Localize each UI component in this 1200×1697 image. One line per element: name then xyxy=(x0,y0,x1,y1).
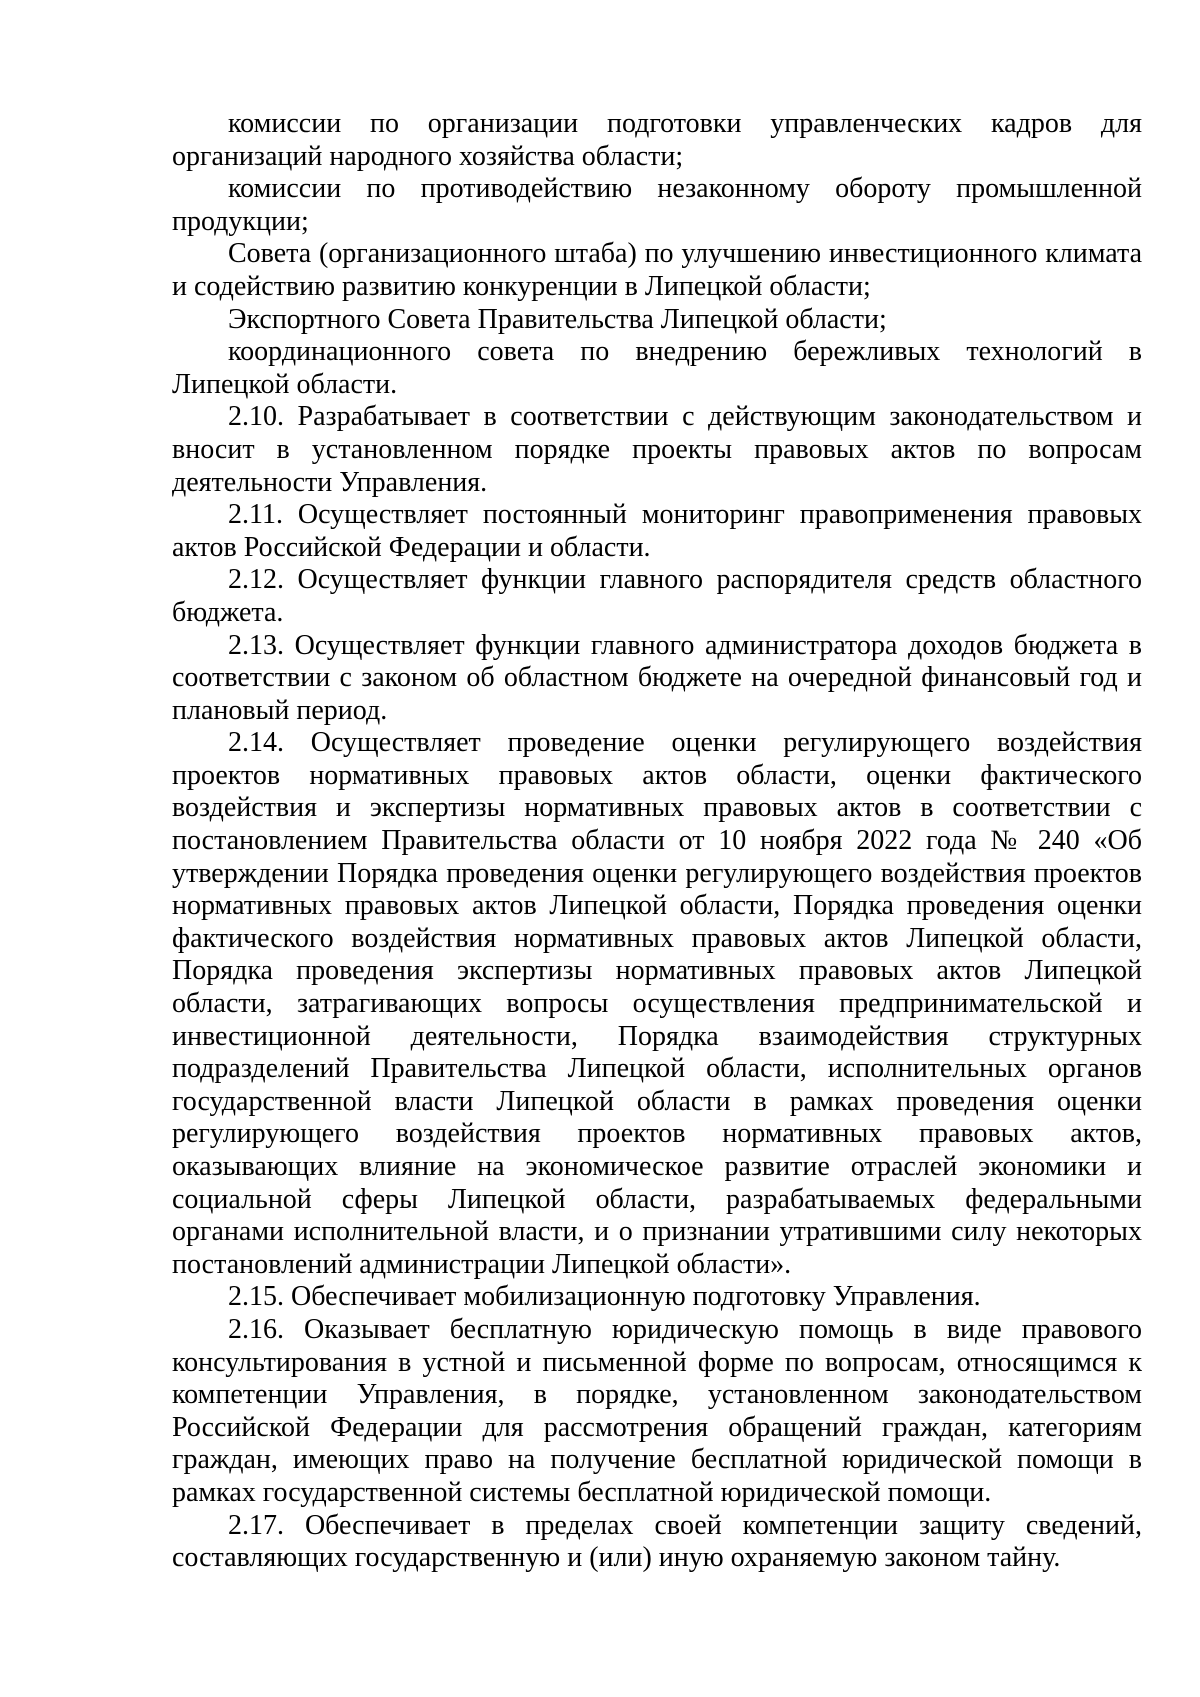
paragraph-investment-council: Совета (организационного штаба) по улучшению инвестиционного климата и содействию развитию конкуренции в Липецкой области; xyxy=(172,238,1142,302)
paragraph-2-16: 2.16. Оказывает бесплатную юридическую помощь в виде правового консультирования в устной и письменной форме по вопросам, относящимся к компетенции Управления, в порядке, установленном законодательством Российской Федерации для рассмотрения обращений граждан, категориям граждан, имеющих право на получение бесплатной юридической помощи в рамках государственной системы бесплатной юридической помощи. xyxy=(172,1313,1142,1508)
paragraph-2-11: 2.11. Осуществляет постоянный мониторинг правоприменения правовых актов Российской Федерации и области. xyxy=(172,499,1142,563)
paragraph-2-15: 2.15. Обеспечивает мобилизационную подготовку Управления. xyxy=(228,1281,981,1313)
paragraph-commission-management-personnel: комиссии по организации подготовки управленческих кадров для организаций народного хозяйства области; xyxy=(172,108,1142,172)
paragraph-2-13: 2.13. Осуществляет функции главного администратора доходов бюджета в соответствии с законом об областном бюджете на очередной финансовый год и плановый период. xyxy=(172,629,1142,726)
paragraph-commission-illegal-trade: комиссии по противодействию незаконному обороту промышленной продукции; xyxy=(172,173,1142,237)
paragraph-lean-technologies-council: координационного совета по внедрению бережливых технологий в Липецкой области. xyxy=(172,336,1142,400)
paragraph-export-council: Экспортного Совета Правительства Липецкой области; xyxy=(228,303,887,335)
paragraph-2-12: 2.12. Осуществляет функции главного распорядителя средств областного бюджета. xyxy=(172,564,1142,628)
paragraph-2-14: 2.14. Осуществляет проведение оценки регулирующего воздействия проектов нормативных правовых актов области, оценки фактического воздействия и экспертизы нормативных правовых актов в соответствии с постановлением Правительства области от 10 ноября 2022 года № 240 «Об утверждении Порядка проведения оценки регулирующего воздействия проектов нормативных правовых актов Липецкой области, Порядка проведения оценки фактического воздействия нормативных правовых актов Липецкой области, Порядка проведения экспертизы нормативных правовых актов Липецкой области, затрагивающих вопросы осуществления предпринимательской и инвестиционной деятельности, Порядка взаимодействия структурных подразделений Правительства Липецкой области, исполнительных органов государственной власти Липецкой области в рамках проведения оценки регулирующего воздействия проектов нормативных правовых актов, оказывающих влияние на экономическое развитие отраслей экономики и социальной сферы Липецкой области, разрабатываемых федеральными органами исполнительной власти, и о признании утратившими силу некоторых постановлений администрации Липецкой области». xyxy=(172,727,1142,1280)
document-page xyxy=(172,108,1142,1575)
paragraph-2-10: 2.10. Разрабатывает в соответствии с действующим законодательством и вносит в установленном порядке проекты правовых актов по вопросам деятельности Управления. xyxy=(172,401,1142,498)
paragraph-2-17: 2.17. Обеспечивает в пределах своей компетенции защиту сведений, составляющих государственную и (или) иную охраняемую законом тайну. xyxy=(172,1509,1142,1574)
